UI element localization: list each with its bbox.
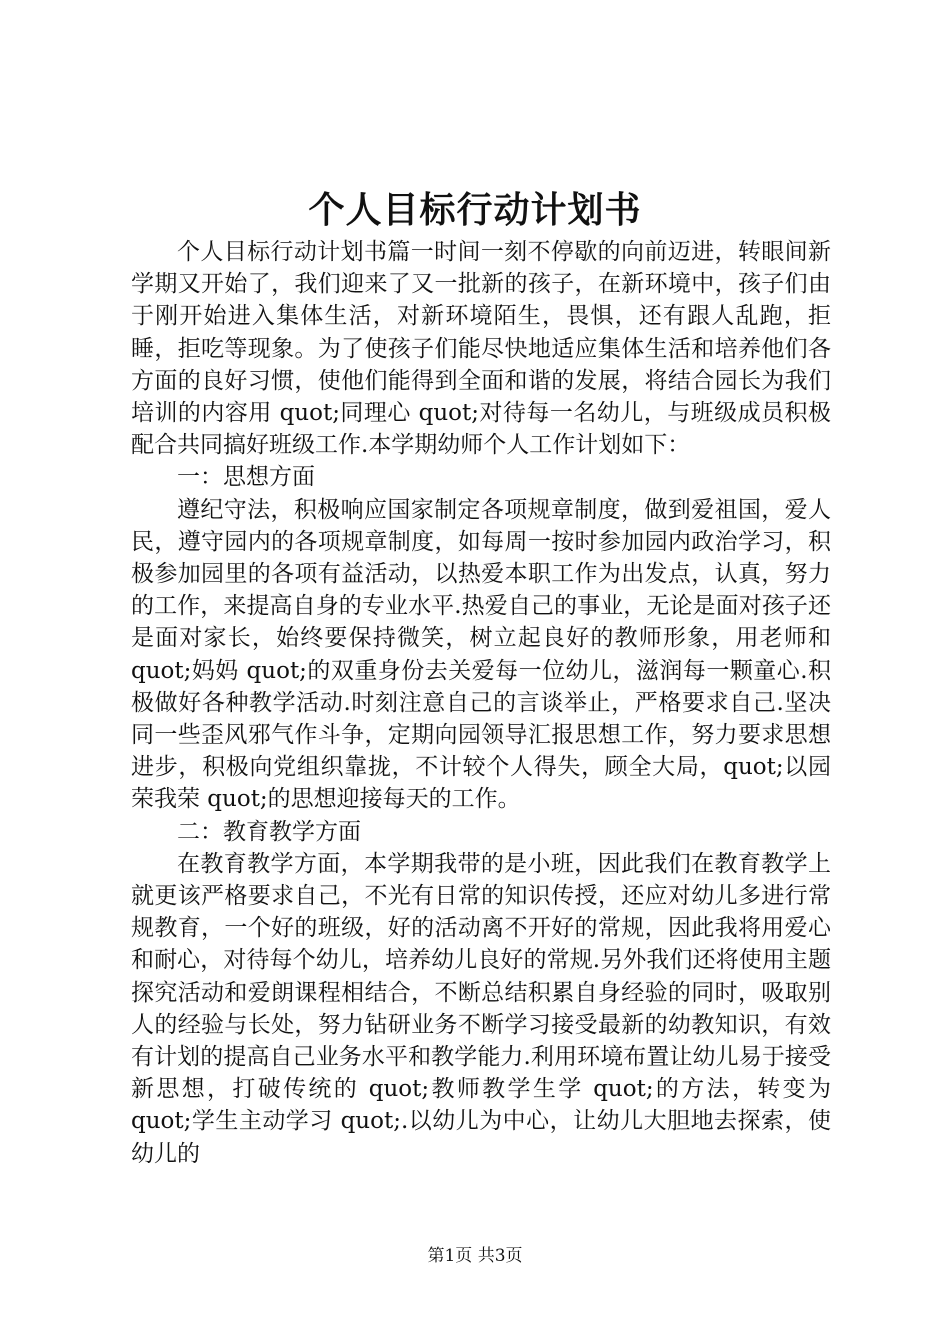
document-body: [131, 236, 831, 1170]
paragraph-intro: 个人目标行动计划书篇一时间一刻不停歇的向前迈进，转眼间新学期又开始了，我们迎来了又一批新的孩子，在新环境中，孩子们由于刚开始进入集体生活，对新环境陌生，畏惧，还有跟人乱跑，拒睡，拒吃等现象。为了使孩子们能尽快地适应集体生活和培养他们各方面的良好习惯，使他们能得到全面和谐的发展，将结合园长为我们培训的内容用 quot;同理心 quot;对待每一名幼儿，与班级成员积极配合共同搞好班级工作.本学期幼师个人工作计划如下：: [131, 239, 831, 459]
page-footer: 第1页 共3页: [427, 1246, 523, 1266]
paragraph-teaching: 在教育教学方面，本学期我带的是小班，因此我们在教育教学上就更该严格要求自己，不光有日常的知识传授，还应对幼儿多进行常规教育，一个好的班级，好的活动离不开好的常规，因此我将用爱心和耐心，对待每个幼儿，培养幼儿良好的常规.另外我们还将使用主题探究活动和爱朗课程相结合，不断总结积累自身经验的同时，吸取别人的经验与长处，努力钻研业务不断学习接受最新的幼教知识，有效有计划的提高自己业务水平和教学能力.利用环境布置让幼儿易于接受新思想，打破传统的 quot;教师教学生学 quot;的方法，转变为 quot;学生主动学习 quot;.以幼儿为中心，让幼儿大胆地去探索，使幼儿的: [131, 850, 831, 1167]
document-title: 个人目标行动计划书: [308, 189, 642, 231]
section-heading-teaching: 二：教育教学方面: [177, 818, 361, 845]
section-heading-ideology: 一：思想方面: [177, 464, 315, 491]
paragraph-ideology: 遵纪守法，积极响应国家制定各项规章制度，做到爱祖国，爱人民，遵守园内的各项规章制度，如每周一按时参加园内政治学习，积极参加园里的各项有益活动，以热爱本职工作为出发点，认真，努力的工作，来提高自身的专业水平.热爱自己的事业，无论是面对孩子还是面对家长，始终要保持微笑，树立起良好的教师形象，用老师和 quot;妈妈 quot;的双重身份去关爱每一位幼儿，滋润每一颗童心.积极做好各种教学活动.时刻注意自己的言谈举止，严格要求自己.坚决同一些歪风邪气作斗争，定期向园领导汇报思想工作，努力要求思想进步，积极向党组织靠拢，不计较个人得失，顾全大局，quot;以园荣我荣 quot;的思想迎接每天的工作。: [131, 496, 831, 813]
